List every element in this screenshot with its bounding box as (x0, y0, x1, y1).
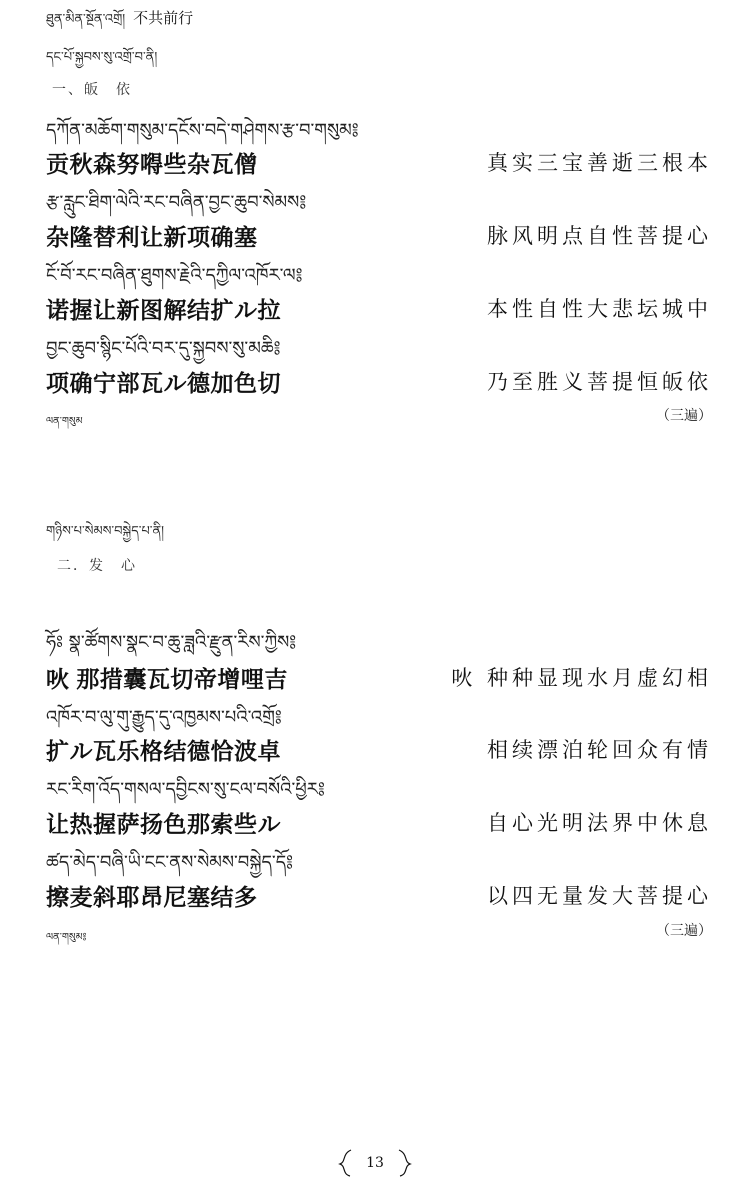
section2-verse3-phonetic: 让热握萨扬色那索些ル (46, 811, 281, 837)
section1-heading: 一、皈 依 (52, 82, 132, 98)
section1-verse2-phonetic: 杂隆替利让新项确塞 (46, 224, 258, 250)
section2-verse1-phonetic: 吙 那措囊瓦切帝增哩吉 (46, 666, 288, 692)
page-header (46, 4, 193, 41)
right-bracket-ornament (396, 1148, 414, 1178)
section1-verse3-phonetic: 诺握让新图解结扩ル拉 (46, 297, 281, 323)
left-bracket-ornament (336, 1148, 354, 1178)
section2-verse2-tibetan: རང་རིག་འོད་གསལ་དབྱིངས་སུ་ངལ་བསོའི་ཕྱིར༔ (46, 779, 325, 800)
section2-tibetan-title: གཉིས་པ་སེམས་བསྐྱེད་པ་ནི། (46, 524, 165, 539)
page-number-footer (0, 1148, 750, 1178)
section1-verse4-translation: 乃至胜义菩提恒皈依 (487, 370, 712, 394)
section1-verse4-tibetan: བྱང་ཆུབ་སྙིང་པོའི་བར་དུ་སྐྱབས་སུ་མཆི༔ (46, 338, 281, 359)
section2-heading: 二．发 心 (57, 558, 137, 574)
section1-verse3-tibetan: ངོ་བོ་རང་བཞིན་ཐུགས་རྗེའི་དཀྱིལ་འཁོར་ལ༔ (46, 265, 303, 286)
section2-verse4-phonetic: 擦麦斜耶昂尼塞结多 (46, 884, 258, 910)
section1-verse1-translation: 真实三宝善逝三根本 (487, 151, 712, 175)
section2-verse4-translation: 以四无量发大菩提心 (487, 884, 712, 908)
section2-repeat-note: （三遍） (656, 923, 712, 939)
section2-verse3-translation: 自心光明法界中休息 (487, 811, 712, 835)
section1-repeat-tibetan: ལན་གསུམ (46, 416, 83, 427)
section1-verse2-tibetan: རྩ་རླུང་ཐིག་ལེའི་རང་བཞིན་བྱང་ཆུབ་སེམས༔ (46, 192, 307, 213)
section2-verse3-tibetan: ཚད་མེད་བཞི་ཡི་ངང་ནས་སེམས་བསྐྱེད་དོ༔ (46, 852, 293, 873)
page-number: 13 (366, 1155, 384, 1171)
section1-verse4-phonetic: 项确宁部瓦ル德加色切 (46, 370, 281, 396)
header-chinese: 不共前行 (133, 10, 194, 27)
section2-verse2-phonetic: 扩ル瓦乐格结德恰波卓 (46, 738, 281, 764)
header-tibetan: ཐུན་མིན་སྔོན་འགྲོ། (46, 12, 126, 27)
section1-verse3-translation: 本性自性大悲坛城中 (487, 297, 712, 321)
section1-verse1-tibetan: དཀོན་མཆོག་གསུམ་དངོས་བདེ་གཤེགས་རྩ་བ་གསུམ༔ (46, 120, 359, 141)
section1-tibetan-title: དང་པོ་སྐྱབས་སུ་འགྲོ་བ་ནི། (46, 50, 158, 65)
section2-verse1-translation: 吙 种种显现水月虚幻相 (451, 666, 712, 690)
section1-repeat-note: （三遍） (656, 408, 712, 424)
section2-verse1-tibetan: འཁོར་བ་ལུ་གུ་རྒྱུད་དུ་འཁྱམས་པའི་འགྲོ༔ (46, 707, 282, 728)
section2-verse2-translation: 相续漂泊轮回众有情 (487, 738, 712, 762)
section1-verse1-phonetic: 贡秋森努嘚些杂瓦僧 (46, 151, 258, 177)
section2-intro-tibetan: ཧོཿ སྣ་ཚོགས་སྣང་བ་ཆུ་ཟླའི་རྫུན་རིས་ཀྱིས༔ (46, 632, 297, 653)
section1-verse2-translation: 脉风明点自性菩提心 (487, 224, 712, 248)
section2-repeat-tibetan: ལན་གསུམ༔ (46, 932, 87, 943)
